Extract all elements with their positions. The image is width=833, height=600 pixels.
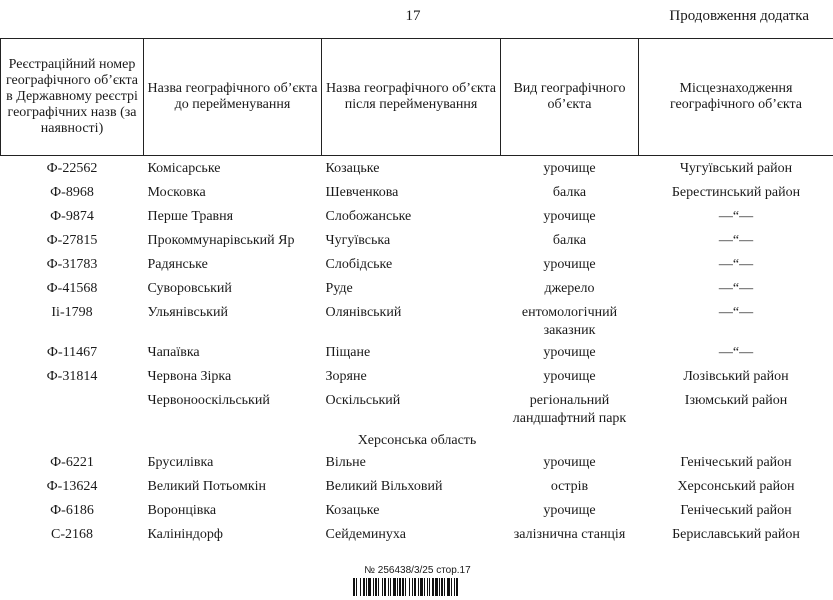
registry-number: Ф-22562 (46, 161, 98, 176)
location: —“— (718, 345, 754, 360)
col-header-object-type: Вид географічного об’єкта (501, 39, 639, 156)
barcode-bar (418, 578, 419, 596)
barcode-bar (456, 578, 458, 596)
new-name: Чугуївська (325, 233, 391, 248)
barcode-bar (405, 578, 406, 596)
location: Берестинський район (671, 185, 801, 200)
barcode-bar (451, 578, 452, 596)
barcode-bar (384, 578, 386, 596)
barcode-bar (409, 578, 410, 596)
location: Херсонський район (677, 479, 795, 494)
barcode-bar (424, 578, 425, 596)
barcode-bar (368, 578, 371, 596)
region-heading-row (1, 432, 833, 454)
barcode-bar (393, 578, 396, 596)
barcode-bar (412, 578, 413, 596)
table-row (1, 392, 833, 432)
col-header-old-name: Назва географічного об’єкта до перейменування (144, 39, 322, 156)
new-name: Слобожанське (325, 209, 412, 224)
old-name: Воронцівка (147, 503, 217, 518)
location: —“— (718, 281, 754, 296)
old-name: Комісарське (147, 161, 221, 176)
col-header-new-name: Назва географічного об’єкта після перейменування (322, 39, 501, 156)
new-name: Руде (325, 281, 353, 296)
object-type: урочище (543, 503, 596, 518)
rename-table (0, 38, 833, 550)
barcode-bar (356, 578, 357, 596)
registry-number: Ф-27815 (46, 233, 98, 248)
old-name: Суворовський (147, 281, 232, 296)
old-name: Великий Потьомкін (147, 479, 267, 494)
object-type: урочище (543, 161, 596, 176)
col-header-registry-number: Реєстраційний номер географічного об’єкта в Державному реєстрі географічних назв (за наявності) (1, 39, 144, 156)
new-name: Козацьке (325, 161, 380, 176)
table-row (1, 156, 833, 185)
registry-number (1, 392, 144, 432)
new-name: Піщане (325, 345, 371, 360)
table-header-row (1, 39, 833, 156)
object-type: ентомологічний заказник (521, 305, 618, 338)
table-row (1, 280, 833, 304)
barcode-bar (363, 578, 365, 596)
continuation-label: Продовження додатка (669, 8, 809, 24)
barcode-bar (397, 578, 398, 596)
new-name: Вільне (325, 455, 366, 470)
barcode-image (353, 578, 483, 596)
barcode-bar (375, 578, 377, 596)
new-name: Шевченкова (325, 185, 399, 200)
registry-number: Ф-41568 (46, 281, 98, 296)
table-row (1, 526, 833, 550)
barcode-bar (388, 578, 389, 596)
old-name: Ульянівський (147, 305, 228, 320)
barcode-bar (441, 578, 443, 596)
barcode-bar (390, 578, 391, 596)
table-row (1, 304, 833, 344)
old-name: Московка (147, 185, 206, 200)
barcode-bar (447, 578, 450, 596)
region-heading: Херсонська область (357, 433, 477, 448)
new-name: Великий Вільховий (325, 479, 443, 494)
object-type: острів (550, 479, 589, 494)
old-name: Червонооскільський (147, 393, 270, 408)
barcode-bar (414, 578, 416, 596)
location: —“— (718, 257, 754, 272)
new-name: Козацьке (325, 503, 380, 518)
table-row (1, 502, 833, 526)
barcode-bar (427, 578, 428, 596)
old-name: Калініндорф (147, 527, 223, 542)
object-type: балка (552, 233, 587, 248)
object-type: залізнична станція (513, 527, 626, 542)
new-name: Слобідське (325, 257, 393, 272)
object-type: балка (552, 185, 587, 200)
registry-number: Ф-6186 (50, 503, 94, 518)
registry-number: Ф-9874 (50, 209, 94, 224)
object-type: урочище (543, 345, 596, 360)
barcode-bar (382, 578, 383, 596)
object-type: урочище (543, 369, 596, 384)
registry-number: Ф-8968 (50, 185, 94, 200)
location: Бериславський район (672, 527, 800, 542)
registry-number: Ф-31783 (46, 257, 98, 272)
location: Генічеський район (680, 455, 792, 470)
barcode-bar (360, 578, 361, 596)
table-row (1, 344, 833, 368)
barcode-bar (429, 578, 430, 596)
old-name: Прокоммунарівський Яр (147, 233, 295, 248)
location: Генічеський район (680, 503, 792, 518)
new-name: Зоряне (325, 369, 367, 384)
barcode-bar (373, 578, 374, 596)
barcode-bar (435, 578, 438, 596)
registry-number: Ii-1798 (51, 305, 93, 320)
object-type: урочище (543, 209, 596, 224)
new-name: Сейдеминуха (325, 527, 406, 542)
barcode-bar (353, 578, 355, 596)
barcode-bar (432, 578, 434, 596)
new-name: Оскільський (325, 393, 401, 408)
barcode-bar (399, 578, 401, 596)
location: —“— (718, 233, 754, 248)
table-row (1, 478, 833, 502)
barcode-block (350, 565, 485, 596)
location: Ізюмський район (684, 393, 788, 408)
object-type: регіональний ландшафтний парк (512, 393, 627, 426)
barcode-bar (420, 578, 423, 596)
new-name: Олянівський (325, 305, 402, 320)
table-row (1, 232, 833, 256)
registry-number: Ф-6221 (50, 455, 94, 470)
document-reference: № 256438/3/25 стор.17 (364, 565, 471, 576)
old-name: Чапаївка (147, 345, 200, 360)
table-row (1, 368, 833, 392)
object-type: урочище (543, 257, 596, 272)
barcode-bar (444, 578, 445, 596)
barcode-bar (402, 578, 404, 596)
table-row (1, 256, 833, 280)
barcode-bar (378, 578, 379, 596)
object-type: джерело (544, 281, 595, 296)
registry-number: Ф-13624 (46, 479, 98, 494)
location: —“— (718, 209, 754, 224)
old-name: Перше Травня (147, 209, 234, 224)
registry-number: Ф-11467 (46, 345, 98, 360)
table-row (1, 184, 833, 208)
barcode-bar (366, 578, 367, 596)
table-row (1, 208, 833, 232)
location: —“— (718, 305, 754, 320)
location: Лозівський район (683, 369, 789, 384)
registry-number: Ф-31814 (46, 369, 98, 384)
old-name: Червона Зірка (147, 369, 232, 384)
old-name: Радянське (147, 257, 208, 272)
col-header-location: Місцезнаходження географічного об’єкта (639, 39, 833, 156)
barcode-bar (439, 578, 440, 596)
old-name: Брусилівка (147, 455, 214, 470)
object-type: урочище (543, 455, 596, 470)
page-number: 17 (405, 8, 421, 24)
barcode-bar (454, 578, 455, 596)
table-row (1, 454, 833, 478)
registry-number: С-2168 (51, 527, 93, 542)
location: Чугуївський район (679, 161, 793, 176)
